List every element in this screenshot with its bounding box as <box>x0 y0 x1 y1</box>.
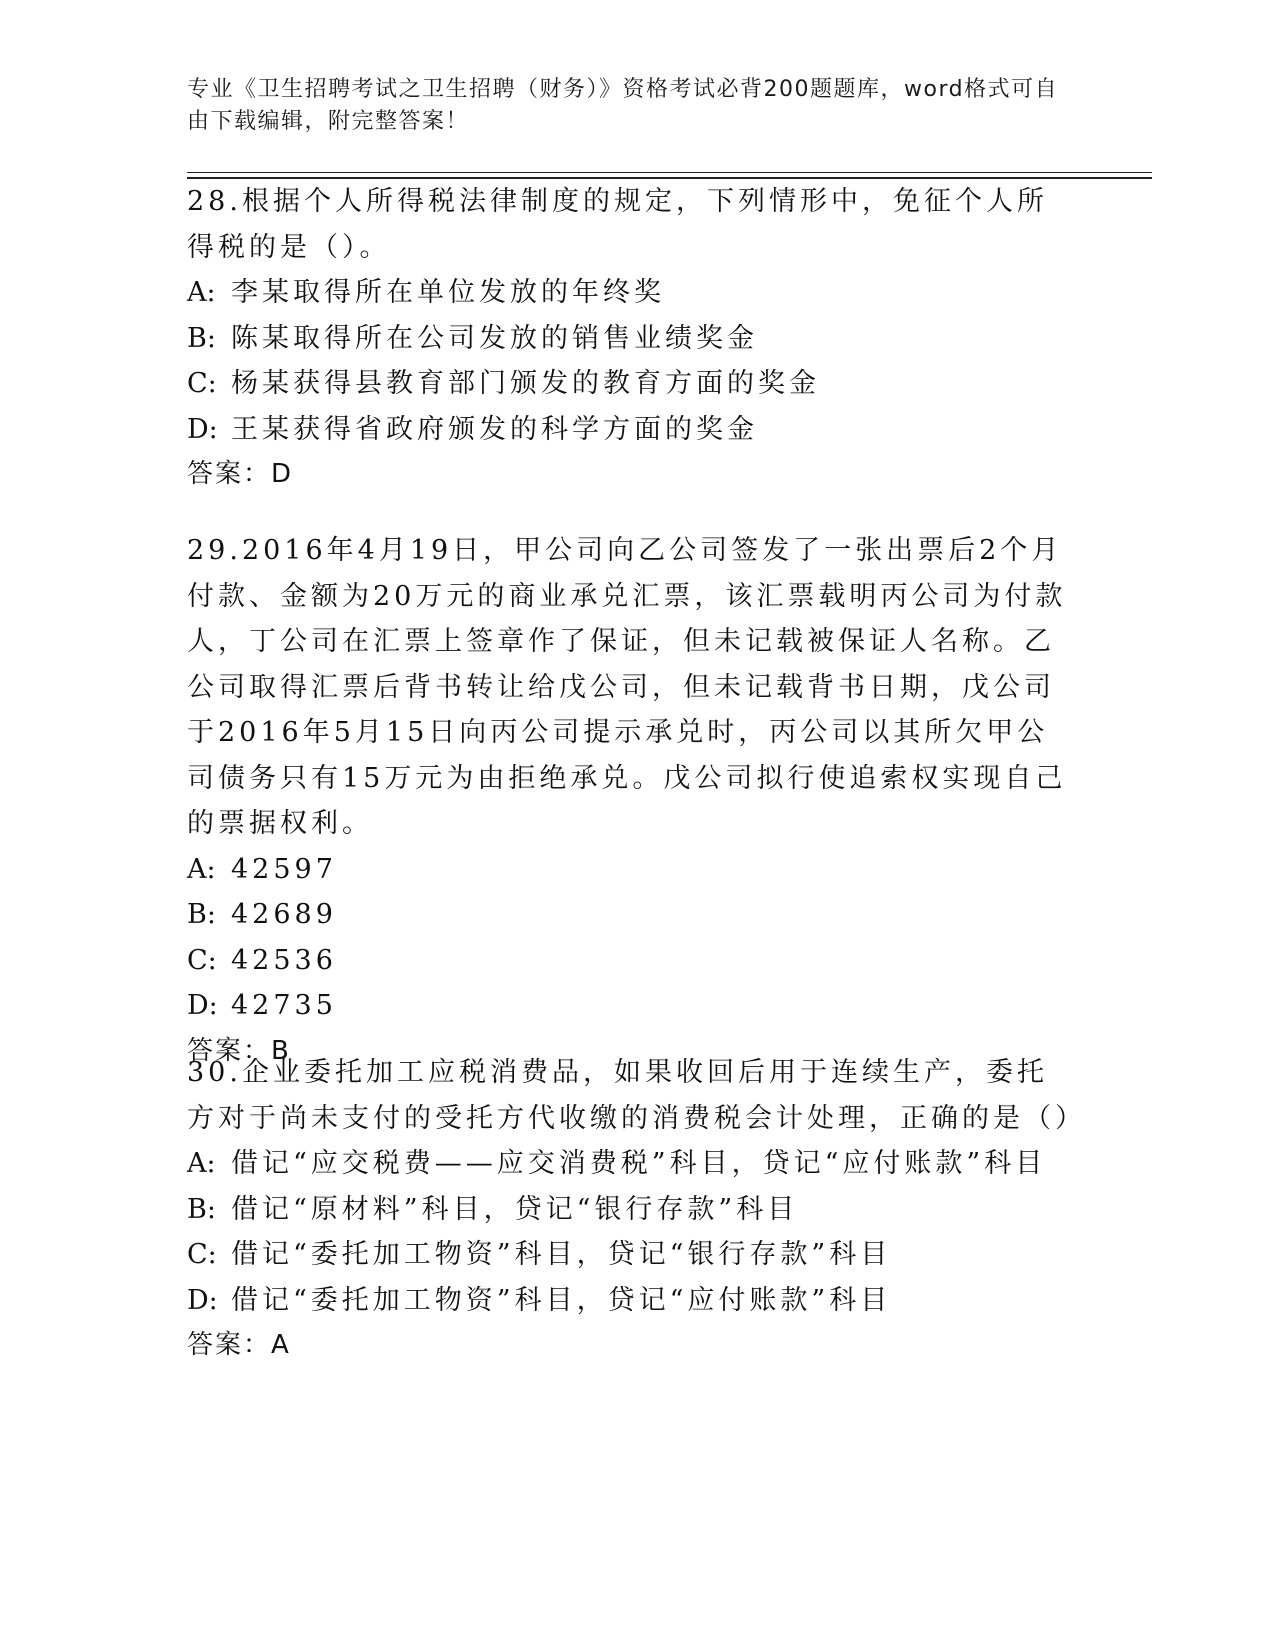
option-key: D: <box>187 413 218 445</box>
option-key: C: <box>187 944 217 976</box>
option-key: B: <box>187 899 216 930</box>
option-text: 42597 <box>231 853 337 885</box>
header-rule-top <box>187 172 1152 173</box>
document-header: 专业《卫生招聘考试之卫生招聘（财务）》资格考试必背200题题库，word格式可自由下载编辑，附完整答案！ <box>187 77 1059 134</box>
option-a <box>187 847 1077 893</box>
option-b <box>187 892 1077 938</box>
question-stem: 30.企业委托加工应税消费品，如果收回后用于连续生产，委托方对于尚未支付的受托方代收缴的消费税会计处理，正确的是（） <box>187 1057 1086 1134</box>
answer: 答案：A <box>187 1330 291 1360</box>
question-28 <box>187 179 1077 498</box>
option-a <box>187 270 1077 316</box>
option-text: 借记“原材料”科目，贷记“银行存款”科目 <box>231 1193 799 1225</box>
answer: 答案：D <box>187 459 294 489</box>
option-text: 借记“委托加工物资”科目，贷记“应付账款”科目 <box>231 1284 892 1316</box>
option-text: 李某取得所在单位发放的年终奖 <box>231 277 665 308</box>
option-key: C: <box>187 368 217 399</box>
answer: 答案：B <box>187 1035 291 1066</box>
question-30 <box>187 1050 1086 1369</box>
option-text: 42536 <box>231 944 337 976</box>
option-b <box>187 1187 1077 1233</box>
option-key: D: <box>187 990 218 1021</box>
option-c <box>187 938 1077 984</box>
option-a <box>187 1141 1077 1187</box>
option-c <box>187 1232 1077 1278</box>
option-text: 42689 <box>231 899 337 930</box>
option-text: 42735 <box>231 990 337 1021</box>
option-d <box>187 1278 1077 1324</box>
option-key: C: <box>187 1239 217 1270</box>
option-key: A: <box>187 853 216 885</box>
option-c <box>187 361 1077 407</box>
question-stem: 28.根据个人所得税法律制度的规定，下列情形中，免征个人所得税的是（）。 <box>187 186 1048 263</box>
option-key: B: <box>187 322 216 354</box>
option-text: 杨某获得县教育部门颁发的教育方面的奖金 <box>231 368 820 399</box>
option-text: 陈某取得所在公司发放的销售业绩奖金 <box>231 322 758 354</box>
option-key: D: <box>187 1284 218 1316</box>
option-text: 借记“应交税费——应交消费税”科目，贷记“应付账款”科目 <box>231 1148 1047 1179</box>
option-b <box>187 316 1077 362</box>
option-d <box>187 407 1077 453</box>
option-key: A: <box>187 1148 216 1179</box>
option-text: 王某获得省政府颁发的科学方面的奖金 <box>231 413 758 445</box>
option-key: A: <box>187 277 216 308</box>
option-key: B: <box>187 1193 216 1225</box>
question-stem: 29.2016年4月19日，甲公司向乙公司签发了一张出票后2个月付款、金额为20万元的商业承兑汇票，该汇票载明丙公司为付款人，丁公司在汇票上签章作了保证，但未记载被保证人名称。乙公司取得汇票后背书转让给戊公司，但未记载背书日期，戊公司于2016年5月15日向丙公司提示承兑时，丙公司以其所欠甲公司债务只有15万元为由拒绝承兑。戊公司拟行使追索权实现自己的票据权利。 <box>187 535 1067 839</box>
question-29 <box>187 528 1077 1074</box>
option-d <box>187 983 1077 1029</box>
option-text: 借记“委托加工物资”科目，贷记“银行存款”科目 <box>231 1239 892 1270</box>
